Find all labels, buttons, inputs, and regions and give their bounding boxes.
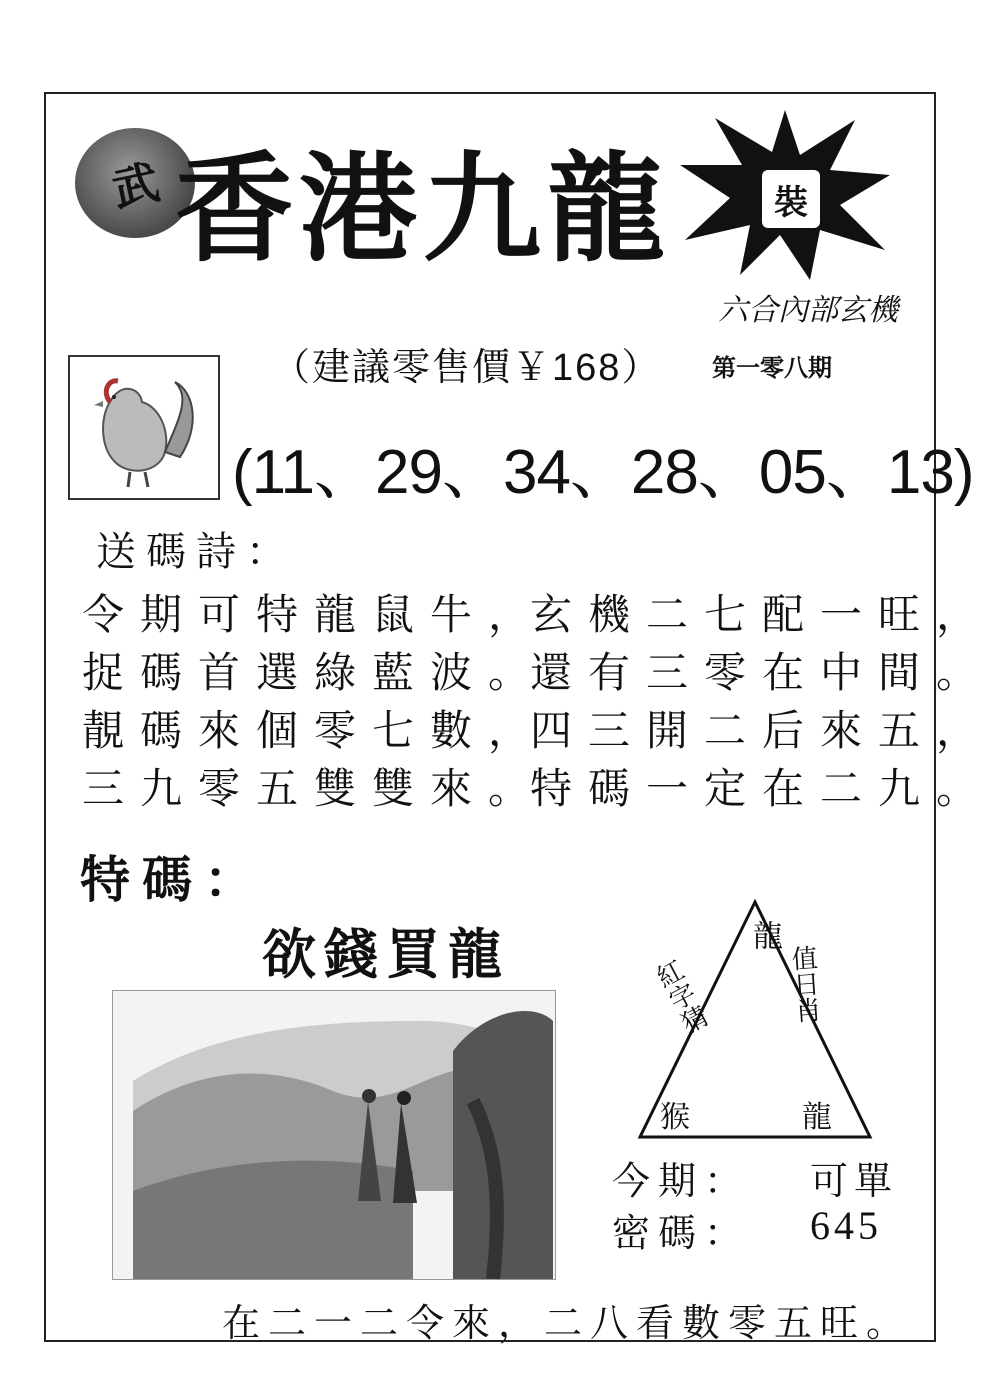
poem-line: 令期可特龍鼠牛， (82, 590, 547, 639)
landscape-painting (112, 990, 556, 1280)
secret-code-value: 645 (810, 1203, 882, 1248)
rooster-icon (70, 357, 218, 498)
triangle-top: 龍 (747, 920, 782, 950)
special-phrase: 欲錢買龍 (262, 922, 510, 986)
poem-heading: 送碼詩： (96, 529, 296, 575)
landscape-image (113, 991, 555, 1279)
this-issue-value: 可單 (810, 1159, 899, 1203)
poem-line: 三九零五雙雙來。 (82, 764, 547, 813)
poem-line: 玄機二七配一旺， (530, 590, 994, 639)
poem-line: 捉碼首選綠藍波。 (82, 648, 547, 697)
page-title: 香港九龍 (175, 140, 672, 278)
triangle-left: 紅字猜 (648, 955, 712, 1039)
poem-left-column (82, 586, 546, 818)
special-heading: 特碼： (80, 850, 266, 909)
triangle-right: 值日肖 (786, 944, 822, 1024)
subtitle: 六合內部玄機 (718, 293, 898, 328)
footer-text: 在二一二令來，二八看數零五旺。 (222, 1301, 913, 1345)
seal-char: 武 (107, 154, 164, 218)
poem-right-column (530, 586, 994, 818)
price-label: （建議零售價￥168） (272, 347, 662, 389)
this-issue-label: 今期： (612, 1159, 751, 1203)
issue-number: 第一零八期 (712, 353, 832, 382)
poem-line: 靚碼來個零七數， (82, 706, 547, 755)
poem-line: 還有三零在中間。 (530, 648, 994, 697)
secret-code-label: 密碼： (612, 1211, 751, 1255)
star-label: 裝 (760, 168, 822, 230)
triangle-bottom-right: 龍 (802, 1100, 832, 1135)
number-list: (11、29、34、28、05、13) (232, 438, 974, 507)
triangle-bottom-left: 猴 (660, 1100, 690, 1135)
poem-line: 四三開二后來五， (530, 706, 994, 755)
rooster-image (68, 355, 220, 500)
poem-line: 特碼一定在二九。 (530, 764, 994, 813)
